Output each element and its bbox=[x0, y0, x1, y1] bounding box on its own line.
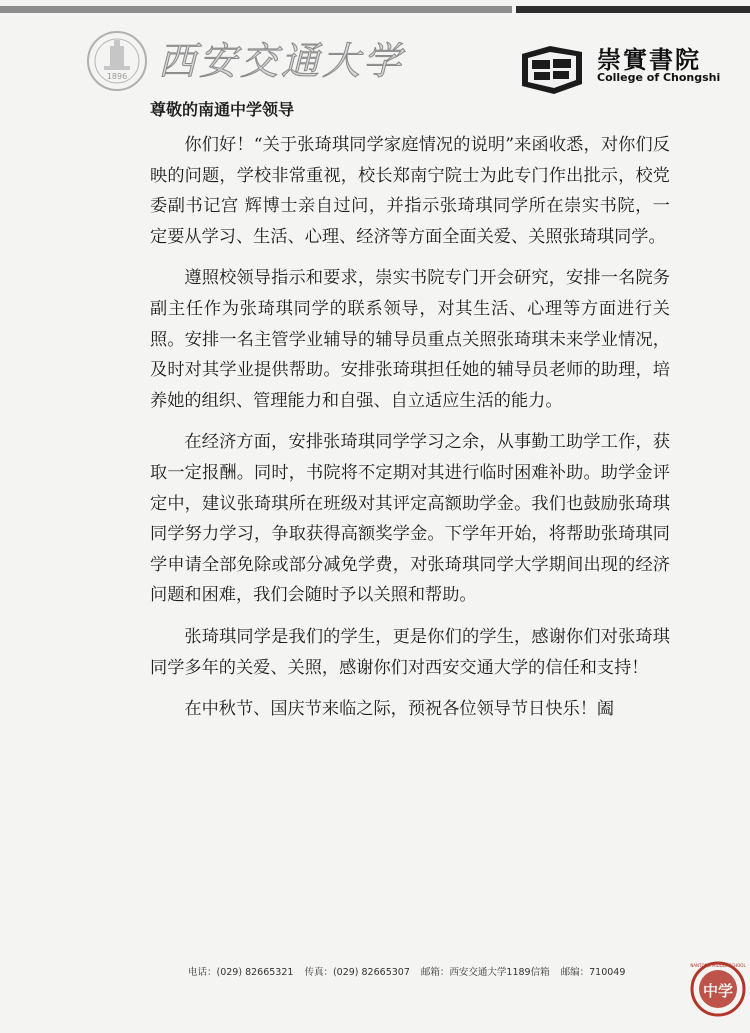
stamp-text: 中学 bbox=[702, 982, 734, 1000]
header-bar-right bbox=[516, 6, 750, 13]
letter-paragraph: 遵照校领导指示和要求，崇实书院专门开会研究，安排一名院务副主任作为张琦琪同学的联系领导，对其生活、心理等方面进行关照。安排一名主管学业辅导的辅导员重点关照张琦琪未来学业情况，及时对其学业提供帮助。安排张琦琪担任她的辅导员老师的助理，培养她的组织、管理能力和自强、自立适应生活的能力。 bbox=[150, 268, 670, 411]
college-book-icon bbox=[520, 44, 586, 96]
college-name-en: College of Chongshi bbox=[597, 71, 721, 84]
footer-phone: 电话：(029) 82665321 bbox=[188, 967, 294, 978]
letter-paragraph: 在中秋节、国庆节来临之际，预祝各位领导节日快乐！阖 bbox=[184, 699, 615, 720]
university-name: 西安交通大学 bbox=[158, 39, 405, 83]
letter-paragraph: 你们好！“关于张琦琪同学家庭情况的说明”来函收悉，对你们反映的问题，学校非常重视，校长郑南宁院士为此专门作出批示，校党委副书记宫 辉博士亲自过问，并指示张琦琪同学所在崇实书院，一定要从学习、生活、心理、经济等方面全面关爱、关照张琦琪同学。 bbox=[150, 135, 670, 247]
header-bar-left bbox=[0, 6, 512, 13]
letter-paragraph: 在经济方面，安排张琦琪同学学习之余，从事勤工助学工作，获取一定报酬。同时，书院将不定期对其进行临时困难补助。助学金评定中，建议张琦琪所在班级对其评定高额助学金。我们也鼓励张琦琪同学努力学习，争取获得高额奖学金。下学年开始，将帮助张琦琪同学申请全部免除或部分减免学费，对张琦琪同学大学期间出现的经济问题和困难，我们会随时予以关照和帮助。 bbox=[150, 432, 670, 606]
letter-paragraph: 张琦琪同学是我们的学生，更是你们的学生，感谢你们对张琦琪同学多年的关爱、关照，感谢你们对西安交通大学的信任和支持！ bbox=[150, 626, 670, 678]
footer-postcode: 邮编：710049 bbox=[560, 967, 626, 978]
stamp-ring-text: NANTONG MIDDLE SCHOOL bbox=[690, 963, 746, 968]
footer-fax: 传真：(029) 82665307 bbox=[304, 967, 410, 978]
letter-salutation: 尊敬的南通中学领导 bbox=[150, 100, 295, 119]
seal-year: 1896 bbox=[106, 72, 128, 81]
school-stamp-icon bbox=[690, 958, 746, 1020]
footer-address: 邮箱：西安交通大学1189信箱 bbox=[420, 967, 550, 978]
college-name: 崇實書院 bbox=[597, 46, 701, 74]
letter-body bbox=[150, 130, 670, 736]
university-seal-icon bbox=[86, 30, 148, 92]
footer-contact bbox=[188, 964, 633, 978]
